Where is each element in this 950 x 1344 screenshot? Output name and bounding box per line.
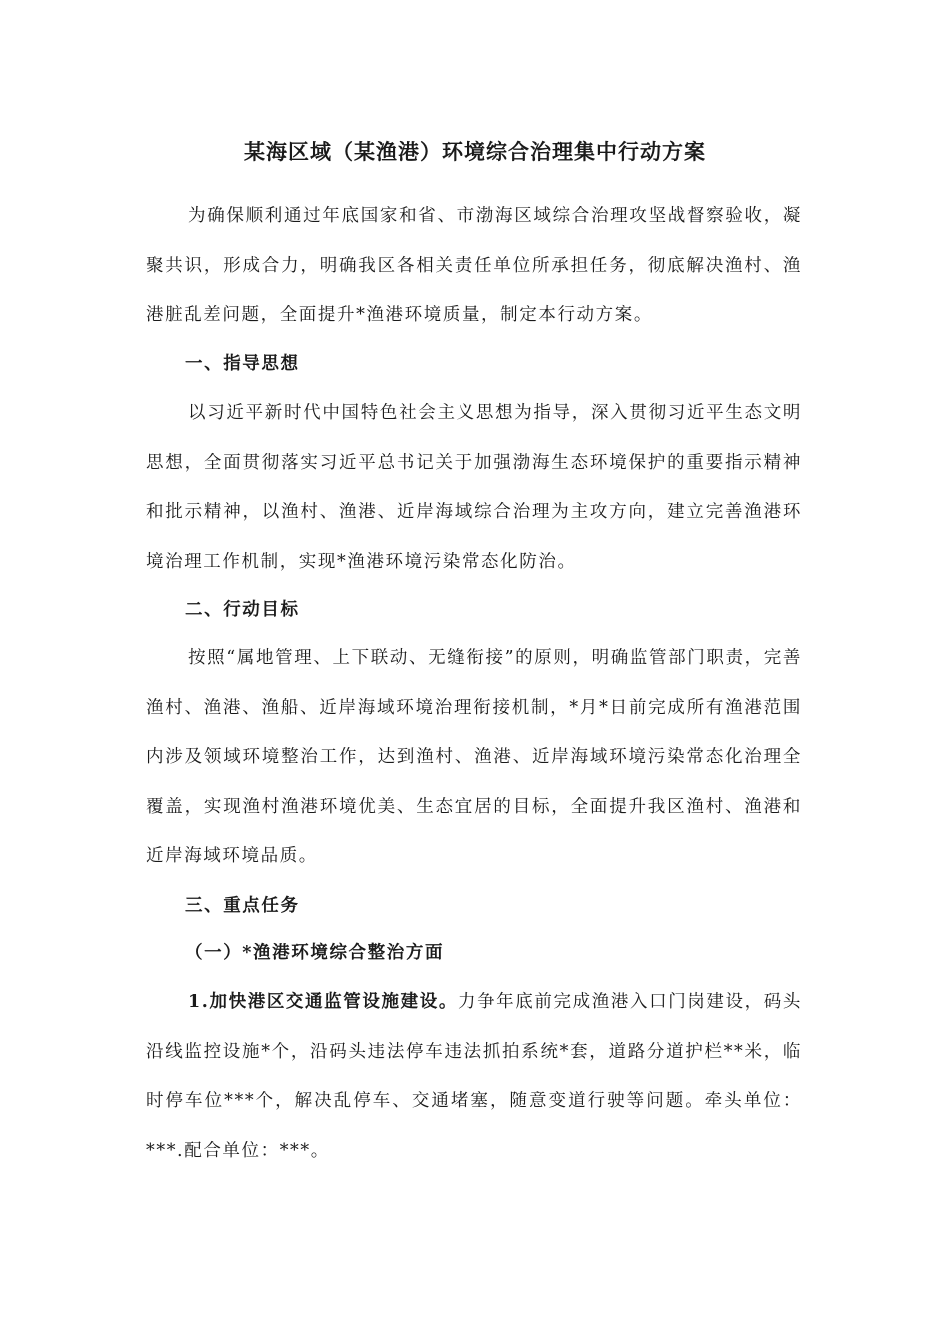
intro-paragraph: 为确保顺利通过年底国家和省、市渤海区域综合治理攻坚战督察验收，凝聚共识，形成合力，明确我区各相关责任单位所承担任务，彻底解决渔村、渔港脏乱差问题，全面提升*渔港环境质量，制定本行动方案。 [146, 206, 802, 325]
section-body-action-goals: 按照“属地管理、上下联动、无缝衔接”的原则，明确监管部门职责，完善渔村、渔港、渔船、近岸海域环境治理衔接机制，*月*日前完成所有渔港范围内涉及领域环境整治工作，达到渔村、渔港、近岸海域环境污染常态化治理全覆盖，实现渔村渔港环境优美、生态宜居的目标，全面提升我区渔村、渔港和近岸海域环境品质。 [146, 648, 802, 866]
task-item-1-body: 力争年底前完成渔港入口门岗建设，码头沿线监控设施*个，沿码头违法停车违法抓拍系统*套，道路分道护栏**米，临时停车位***个，解决乱停车、交通堵塞，随意变道行驶等问题。牵头单位：***.配合单位：***。 [146, 992, 802, 1161]
section-heading-guiding-ideology: 一、指导思想 [185, 354, 300, 374]
document-title: 某海区域（某渔港）环境综合治理集中行动方案 [244, 139, 706, 164]
section-heading-key-tasks: 三、重点任务 [185, 896, 300, 916]
section-heading-action-goals: 二、行动目标 [185, 600, 300, 620]
section-body-guiding-ideology: 以习近平新时代中国特色社会主义思想为指导，深入贯彻习近平生态文明思想，全面贯彻落实习近平总书记关于加强渤海生态环境保护的重要指示精神和批示精神，以渔村、渔港、近岸海域综合治理为主攻方向，建立完善渔港环境治理工作机制，实现*渔港环境污染常态化防治。 [146, 403, 802, 572]
task-item-1 [146, 978, 802, 1176]
subsection-heading-port-environment: （一）*渔港环境综合整治方面 [185, 943, 445, 963]
task-item-1-lead: 1.加快港区交通监管设施建设。 [188, 992, 458, 1012]
